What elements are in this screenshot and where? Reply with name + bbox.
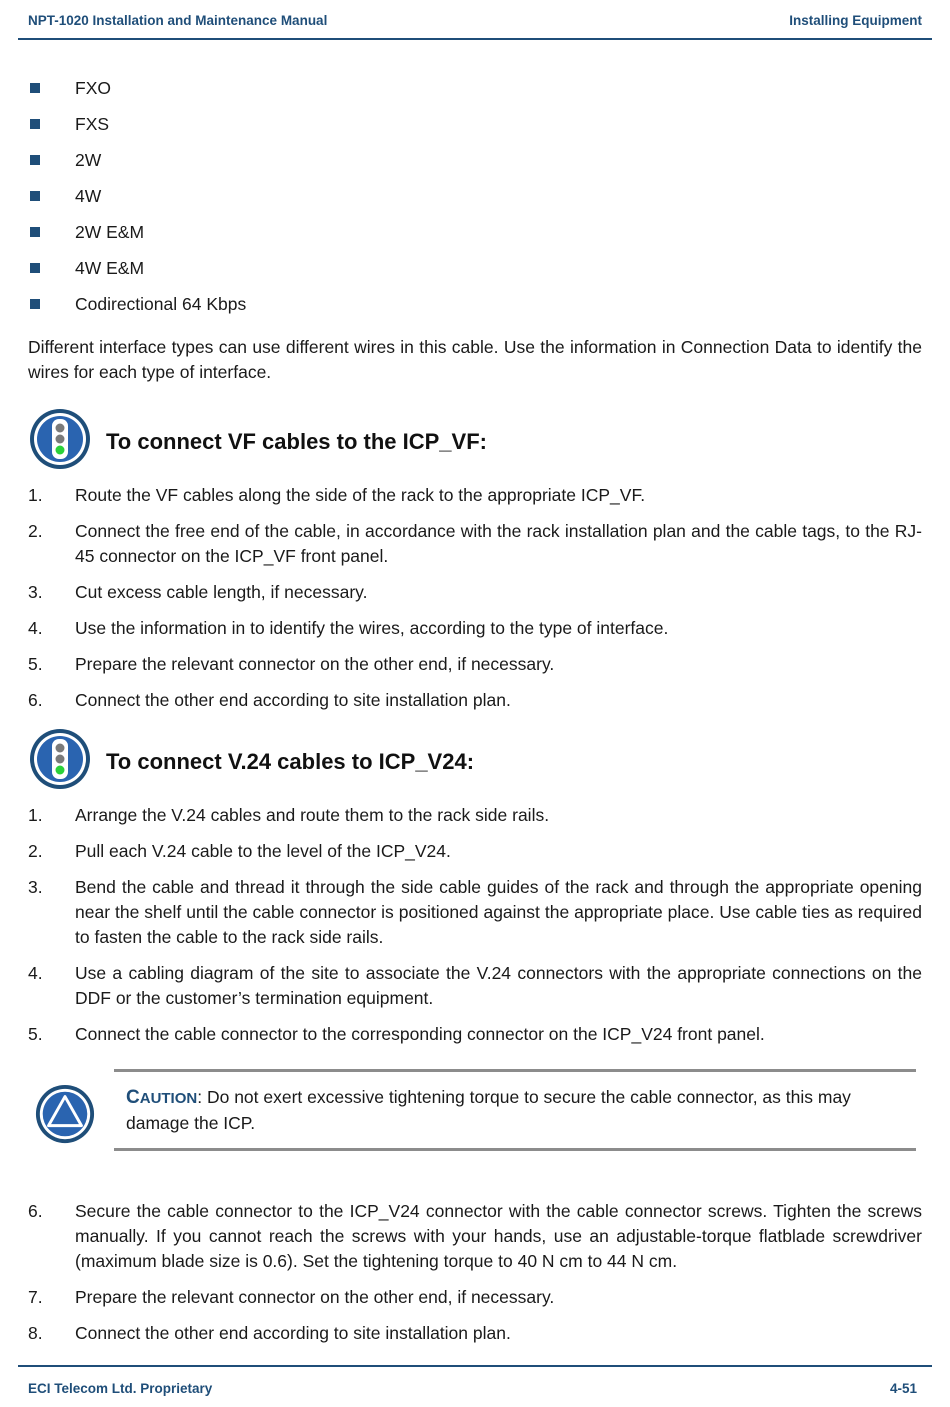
step-number: 8. bbox=[28, 1323, 43, 1343]
manual-title: NPT-1020 Installation and Maintenance Manual bbox=[28, 13, 328, 28]
step-number: 6. bbox=[28, 1201, 43, 1221]
step-item bbox=[28, 839, 922, 864]
step-number: 4. bbox=[28, 618, 43, 638]
step-text: Cut excess cable length, if necessary. bbox=[75, 582, 368, 602]
step-number: 2. bbox=[28, 521, 43, 541]
step-number: 1. bbox=[28, 485, 43, 505]
bullet-icon bbox=[30, 263, 40, 273]
list-item: 2W bbox=[28, 148, 922, 184]
caution-label: CAUTION bbox=[126, 1087, 198, 1108]
bullet-icon bbox=[30, 227, 40, 237]
step-text: Use the information in to identify the wires, according to the type of interface. bbox=[75, 618, 669, 638]
step-item bbox=[28, 1199, 922, 1274]
caution-text: : Do not exert excessive tightening torque to secure the cable connector, as this may damage the ICP. bbox=[126, 1087, 851, 1133]
bullet-icon bbox=[30, 119, 40, 129]
caution-box bbox=[114, 1069, 916, 1151]
procedure-v24-heading bbox=[28, 727, 922, 797]
traffic-light-icon bbox=[28, 407, 92, 471]
bullet-icon bbox=[30, 191, 40, 201]
step-text: Arrange the V.24 cables and route them to the rack side rails. bbox=[75, 805, 550, 825]
procedure-title: To connect VF cables to the ICP_VF: bbox=[106, 429, 487, 454]
traffic-light-icon bbox=[28, 727, 92, 791]
page-header bbox=[18, 8, 932, 40]
step-item bbox=[28, 1022, 922, 1047]
step-text: Prepare the relevant connector on the other end, if necessary. bbox=[75, 654, 555, 674]
step-text: Connect the cable connector to the corresponding connector on the ICP_V24 front panel. bbox=[75, 1024, 765, 1044]
interface-list bbox=[28, 76, 922, 328]
step-text: Secure the cable connector to the ICP_V24 connector with the cable connector screws. Tighten the screws manually. If you cannot reach the screws with your hands, use an adjustable-torque flatblade screwdriver (maximum blade size is 0.6). Set the tightening torque to 40 N cm to 44 N cm. bbox=[75, 1201, 922, 1271]
procedure-title: To connect V.24 cables to ICP_V24: bbox=[106, 749, 475, 774]
step-item bbox=[28, 803, 922, 828]
page-number: 4-51 bbox=[889, 1381, 917, 1396]
step-number: 5. bbox=[28, 1024, 43, 1044]
procedure-v24-steps bbox=[28, 803, 922, 1047]
step-item bbox=[28, 1285, 922, 1310]
step-text: Prepare the relevant connector on the other end, if necessary. bbox=[75, 1287, 555, 1307]
step-item bbox=[28, 580, 922, 605]
list-item: 2W E&M bbox=[28, 220, 922, 256]
step-text: Connect the other end according to site installation plan. bbox=[75, 1323, 511, 1343]
intro-paragraph: Different interface types can use different wires in this cable. Use the information in Connection Data to identify the wires for each type of interface. bbox=[28, 337, 922, 382]
step-number: 7. bbox=[28, 1287, 43, 1307]
list-item: FXS bbox=[28, 112, 922, 148]
procedure-vf-heading bbox=[28, 407, 922, 477]
proprietary-notice: ECI Telecom Ltd. Proprietary bbox=[28, 1381, 213, 1396]
step-text: Use a cabling diagram of the site to associate the V.24 connectors with the appropriate connections on the DDF or the customer’s termination equipment. bbox=[75, 963, 922, 1008]
list-item: FXO bbox=[28, 76, 922, 112]
step-number: 3. bbox=[28, 877, 43, 897]
step-item bbox=[28, 688, 922, 713]
step-item bbox=[28, 961, 922, 1011]
step-text: Route the VF cables along the side of the rack to the appropriate ICP_VF. bbox=[75, 485, 646, 505]
list-item: 4W bbox=[28, 184, 922, 220]
section-title: Installing Equipment bbox=[789, 13, 922, 28]
list-item: Codirectional 64 Kbps bbox=[28, 292, 922, 328]
page-footer bbox=[18, 1365, 932, 1401]
step-item bbox=[28, 483, 922, 508]
step-number: 3. bbox=[28, 582, 43, 602]
bullet-icon bbox=[30, 155, 40, 165]
page-content bbox=[28, 76, 922, 1357]
bullet-icon bbox=[30, 299, 40, 309]
step-item bbox=[28, 1321, 922, 1346]
step-number: 2. bbox=[28, 841, 43, 861]
procedure-v24-steps-continued bbox=[28, 1199, 922, 1346]
step-item bbox=[28, 875, 922, 950]
step-item bbox=[28, 519, 922, 569]
step-text: Pull each V.24 cable to the level of the ICP_V24. bbox=[75, 841, 451, 861]
caution-triangle-icon bbox=[34, 1083, 96, 1145]
caution-callout bbox=[28, 1069, 922, 1181]
step-text: Connect the free end of the cable, in accordance with the rack installation plan and the cable tags, to the RJ-45 connector on the ICP_VF front panel. bbox=[75, 521, 922, 566]
step-text: Connect the other end according to site installation plan. bbox=[75, 690, 511, 710]
list-item: 4W E&M bbox=[28, 256, 922, 292]
bullet-icon bbox=[30, 83, 40, 93]
step-number: 6. bbox=[28, 690, 43, 710]
step-number: 4. bbox=[28, 963, 43, 983]
step-text: Bend the cable and thread it through the side cable guides of the rack and through the appropriate opening near the shelf until the cable connector is positioned against the appropriate place. Use cable ties as required to fasten the cable to the rack side rails. bbox=[75, 877, 922, 947]
step-number: 1. bbox=[28, 805, 43, 825]
step-number: 5. bbox=[28, 654, 43, 674]
step-item bbox=[28, 652, 922, 677]
step-item bbox=[28, 616, 922, 641]
procedure-vf-steps bbox=[28, 483, 922, 713]
